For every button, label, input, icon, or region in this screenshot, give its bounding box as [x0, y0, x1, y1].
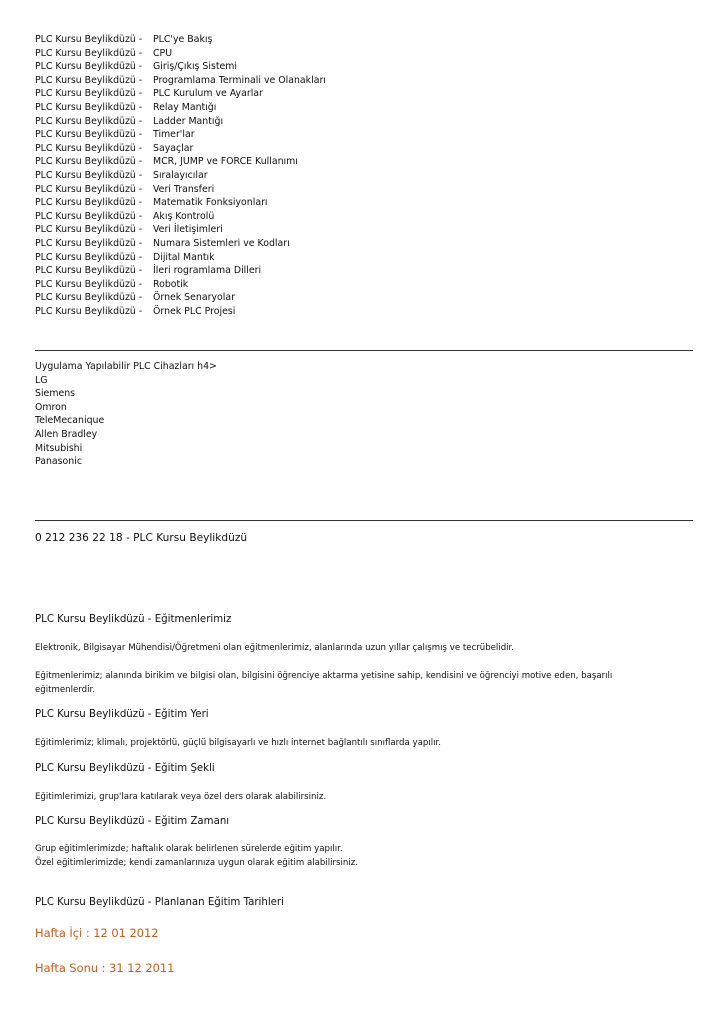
instructors-text-2b: eğitmenlerdir.	[35, 685, 95, 695]
format-text: Eğitimlerimizi, grup'lara katılarak veya özel ders olarak alabilirsiniz.	[35, 792, 327, 802]
weekday-date: Hafta İçi : 12 01 2012	[35, 926, 159, 940]
course-prefix: PLC Kursu Beylikdüzü -	[35, 197, 143, 209]
device-item: Allen Bradley	[35, 428, 98, 440]
device-item: Mitsubishi	[35, 442, 83, 454]
instructors-text-2a: Eğitmenlerimiz; alanında birikim ve bilgisi olan, bilgisini öğrenciye aktarma yetisine sahip, kendisini ve öğrenciyi motive eden, başarılı	[35, 671, 613, 681]
course-prefix: PLC Kursu Beylikdüzü -	[35, 305, 143, 317]
place-text: Eğitimlerimiz; klimalı, projektörlü, güçlü bilgisayarlı ve hızlı internet bağlantılı sınıflarda yapılır.	[35, 738, 441, 748]
course-prefix: PLC Kursu Beylikdüzü -	[35, 224, 143, 236]
course-topic: İleri rogramlama Dilleri	[153, 265, 262, 277]
course-prefix: PLC Kursu Beylikdüzü -	[35, 88, 143, 100]
course-prefix: PLC Kursu Beylikdüzü -	[35, 156, 143, 168]
course-topic: Veri İletişimleri	[153, 224, 223, 236]
dates-title: PLC Kursu Beylikdüzü - Planlanan Eğitim Tarihleri	[35, 897, 284, 908]
course-topic: Veri Transferi	[153, 183, 215, 195]
course-topic: Timer'lar	[153, 129, 195, 141]
course-topic: Matematik Fonksiyonları	[153, 197, 268, 209]
course-topic: Sayaçlar	[153, 142, 194, 154]
course-topic: Relay Mantığı	[153, 101, 217, 113]
weekend-date: Hafta Sonu : 31 12 2011	[35, 961, 175, 975]
course-prefix: PLC Kursu Beylikdüzü -	[35, 278, 143, 290]
course-prefix: PLC Kursu Beylikdüzü -	[35, 183, 143, 195]
course-prefix: PLC Kursu Beylikdüzü -	[35, 142, 143, 154]
time-title: PLC Kursu Beylikdüzü - Eğitim Zamanı	[35, 816, 230, 827]
course-prefix: PLC Kursu Beylikdüzü -	[35, 61, 143, 73]
device-item: TeleMecanique	[35, 415, 105, 427]
course-prefix: PLC Kursu Beylikdüzü -	[35, 129, 143, 141]
device-item: Omron	[35, 401, 67, 413]
device-item: Panasonic	[35, 456, 82, 468]
course-prefix: PLC Kursu Beylikdüzü -	[35, 115, 143, 127]
course-topic: PLC Kurulum ve Ayarlar	[153, 88, 263, 100]
course-prefix: PLC Kursu Beylikdüzü -	[35, 237, 143, 249]
time-text-1: Grup eğitimlerimizde; haftalık olarak belirlenen sürelerde eğitim yapılır.	[35, 844, 343, 854]
course-topic: Robotik	[153, 278, 189, 290]
course-prefix: PLC Kursu Beylikdüzü -	[35, 34, 143, 45]
time-text-2: Özel eğitimlerimizde; kendi zamanlarınıza uygun olarak eğitim alabilirsiniz.	[35, 858, 358, 868]
course-prefix: PLC Kursu Beylikdüzü -	[35, 265, 143, 277]
course-topic: Programlama Terminali ve Olanakları	[153, 74, 326, 86]
course-topic: Örnek Senaryolar	[153, 292, 235, 304]
device-item: LG	[35, 374, 48, 386]
course-prefix: PLC Kursu Beylikdüzü -	[35, 169, 143, 181]
course-topic: Ladder Mantığı	[153, 115, 224, 127]
course-topic: Akış Kontrolü	[153, 210, 215, 222]
course-prefix: PLC Kursu Beylikdüzü -	[35, 74, 143, 86]
contact-phone: 0 212 236 22 18 - PLC Kursu Beylikdüzü	[35, 532, 248, 544]
format-title: PLC Kursu Beylikdüzü - Eğitim Şekli	[35, 763, 215, 774]
course-topic: MCR, JUMP ve FORCE Kullanımı	[153, 156, 298, 168]
course-topic: Dijital Mantık	[153, 251, 215, 263]
course-topic: Numara Sistemleri ve Kodları	[153, 237, 290, 249]
plc-device-list	[35, 360, 217, 469]
course-prefix: PLC Kursu Beylikdüzü -	[35, 251, 143, 263]
instructors-title: PLC Kursu Beylikdüzü - Eğitmenlerimiz	[35, 614, 232, 625]
course-topic: Örnek PLC Projesi	[153, 305, 236, 317]
course-prefix: PLC Kursu Beylikdüzü -	[35, 292, 143, 304]
course-prefix: PLC Kursu Beylikdüzü -	[35, 101, 143, 113]
instructors-text-1: Elektronik, Bilgisayar Mühendisi/Öğretmeni olan eğitmenlerimiz, alanlarında uzun yıllar çalışmış ve tecrübelidir.	[35, 643, 515, 653]
course-topic: Sıralayıcılar	[153, 169, 208, 181]
device-list-heading: Uygulama Yapılabilir PLC Cihazları h4>	[35, 361, 217, 372]
place-title: PLC Kursu Beylikdüzü - Eğitim Yeri	[35, 709, 209, 720]
divider-2	[35, 520, 693, 521]
course-topic: Giriş/Çıkış Sistemi	[153, 61, 238, 73]
course-prefix: PLC Kursu Beylikdüzü -	[35, 210, 143, 222]
course-prefix: PLC Kursu Beylikdüzü -	[35, 47, 143, 59]
course-topic: CPU	[153, 47, 173, 59]
course-topic: PLC'ye Bakış	[153, 34, 213, 45]
divider-1	[35, 350, 693, 351]
device-item: Siemens	[35, 388, 76, 400]
